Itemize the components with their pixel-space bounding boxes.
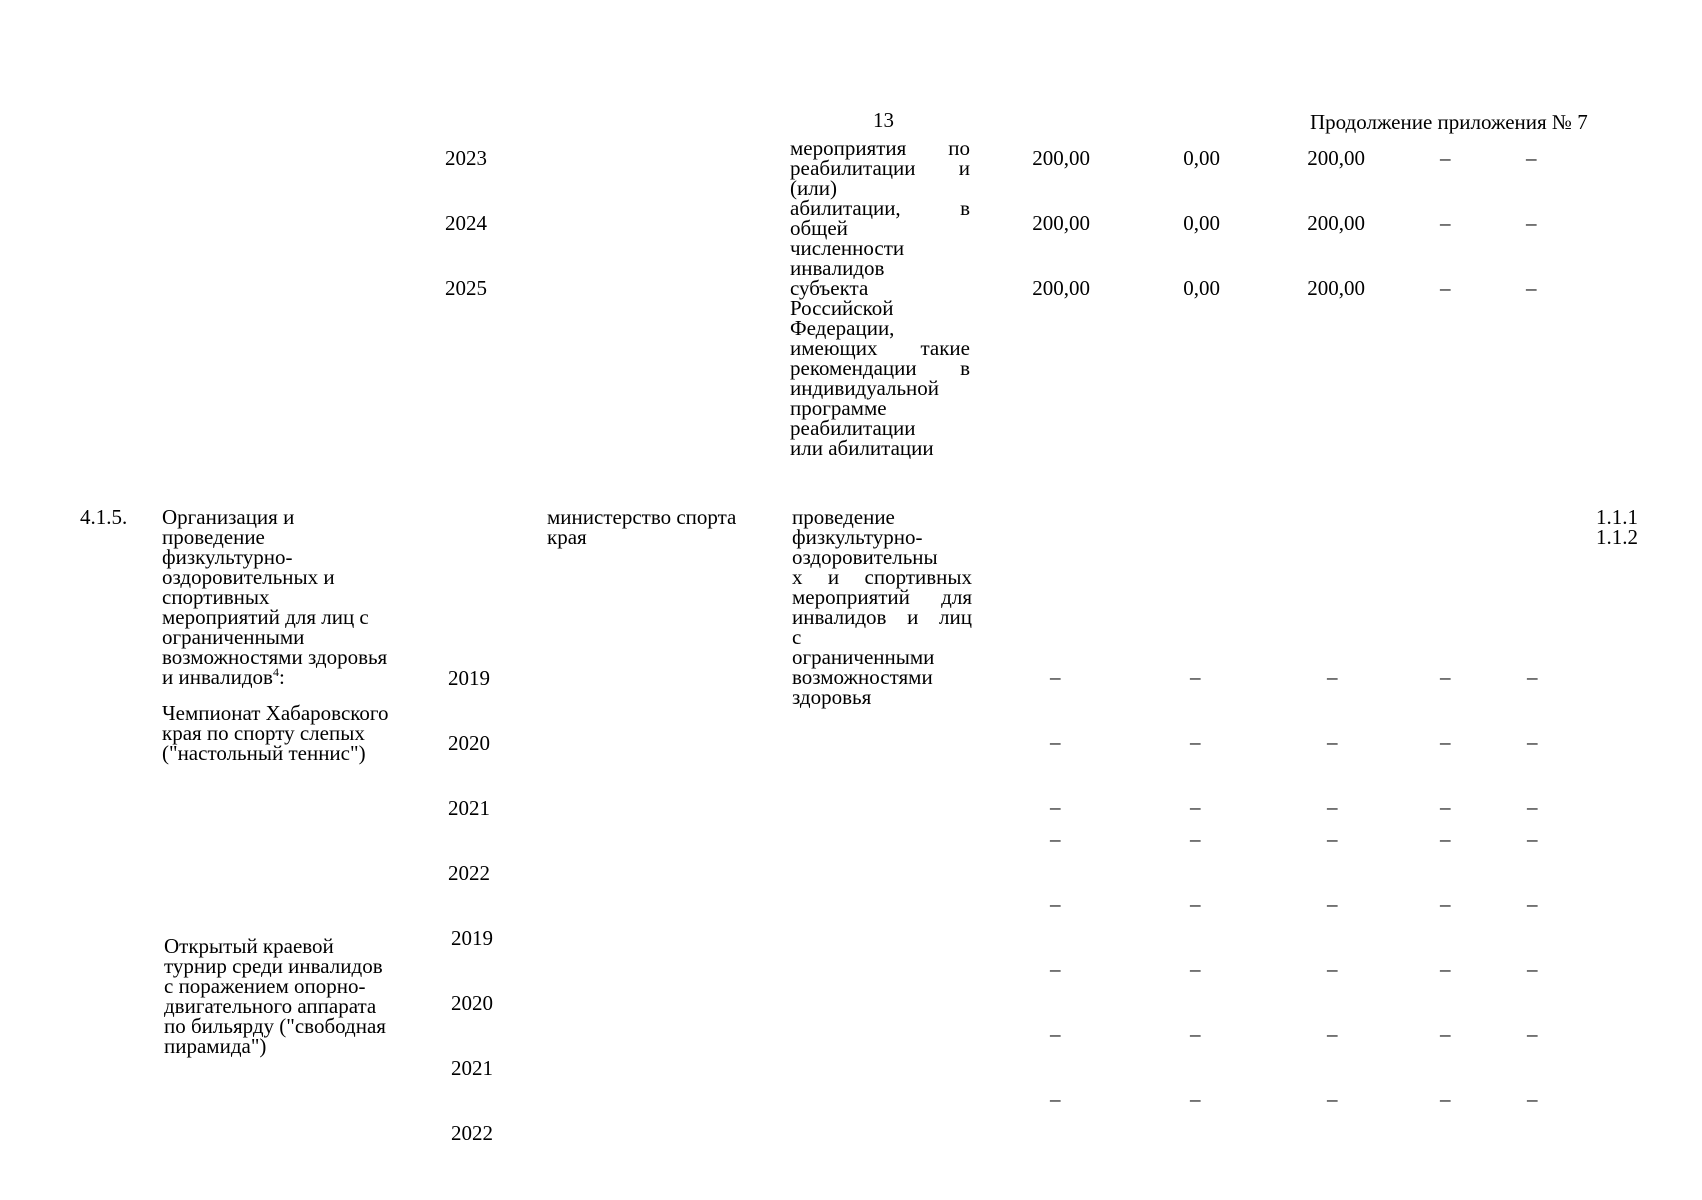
page-number: 13 [873, 108, 894, 132]
dash-cell: – [1050, 892, 1061, 916]
dash-cell: – [1050, 665, 1061, 689]
item-title [162, 507, 387, 687]
dash-cell: – [1440, 892, 1451, 916]
value-total: 200,00 [1032, 276, 1090, 300]
year-cell: 2022 [451, 1121, 493, 1145]
dash-cell: – [1050, 957, 1061, 981]
dash-cell: – [1327, 827, 1338, 851]
indicator-line [790, 158, 970, 178]
dash-cell: – [1527, 827, 1538, 851]
justified-word: абилитации, [790, 196, 901, 220]
item-title-line: ограниченными [162, 625, 305, 649]
dash-cell: – [1440, 1087, 1451, 1111]
value-regional: 200,00 [1307, 211, 1365, 235]
justified-word: и [827, 565, 840, 589]
dash-cell: – [1050, 1087, 1061, 1111]
value-total: 200,00 [1032, 211, 1090, 235]
year-cell: 2025 [445, 276, 487, 300]
event-line: турнир среди инвалидов [164, 954, 383, 978]
dash-cell: – [1527, 795, 1538, 819]
dash-cell: – [1327, 957, 1338, 981]
event-line: Чемпионат Хабаровского [162, 701, 389, 725]
indicator-line: (или) [790, 176, 837, 200]
dash-cell: – [1050, 1022, 1061, 1046]
dash-cell: – [1050, 795, 1061, 819]
executor-line: края [547, 525, 587, 549]
year-cell: 2024 [445, 211, 487, 235]
item-title-line: Организация и [162, 505, 295, 529]
indicator-line: реабилитации [790, 416, 916, 440]
dash-cell: – [1327, 795, 1338, 819]
year-cell: 2020 [451, 991, 493, 1015]
dash-cell: – [1527, 957, 1538, 981]
justified-word: имеющих [790, 336, 878, 360]
link-code: 1.1.1 [1596, 505, 1638, 529]
indicator-line [790, 198, 970, 218]
executor [547, 507, 736, 547]
justified-word: рекомендации [790, 356, 917, 380]
dash-cell: – [1327, 1022, 1338, 1046]
justified-word: в [960, 356, 970, 380]
result-line [792, 567, 972, 587]
value-dash: – [1526, 276, 1537, 300]
indicator-line [790, 338, 970, 358]
event-line: ("настольный теннис") [162, 741, 366, 765]
item-title-line: мероприятий для лиц с [162, 605, 369, 629]
dash-cell: – [1440, 827, 1451, 851]
year-cell: 2021 [448, 796, 490, 820]
dash-cell: – [1190, 892, 1201, 916]
value-dash: – [1526, 146, 1537, 170]
indicator-line: Федерации, [790, 316, 895, 340]
indicator-line: индивидуальной [790, 376, 939, 400]
value-regional: 200,00 [1307, 146, 1365, 170]
dash-cell: – [1190, 1087, 1201, 1111]
item-number: 4.1.5. [80, 505, 128, 529]
indicator-line: общей [790, 216, 848, 240]
indicator-line: или абилитации [790, 436, 934, 460]
item-title-line: и инвалидов$^4$: [162, 665, 285, 689]
result-text [792, 507, 972, 707]
dash-cell: – [1440, 1022, 1451, 1046]
dash-cell: – [1527, 665, 1538, 689]
item-title-line: проведение [162, 525, 265, 549]
dash-cell: – [1527, 1087, 1538, 1111]
result-line: возможностями [792, 665, 933, 689]
event-line: двигательного аппарата [164, 994, 377, 1018]
dash-cell: – [1327, 892, 1338, 916]
event-line: с поражением опорно- [164, 974, 366, 998]
result-line [792, 607, 972, 627]
justified-word: и [907, 605, 919, 629]
dash-cell: – [1190, 1022, 1201, 1046]
event-chempionat [162, 703, 389, 763]
dash-cell: – [1190, 957, 1201, 981]
event-tournament [164, 936, 386, 1056]
justified-word: лиц [939, 605, 972, 629]
justified-word: х [792, 565, 803, 589]
value-dash: – [1526, 211, 1537, 235]
value-regional: 200,00 [1307, 276, 1365, 300]
dash-cell: – [1527, 892, 1538, 916]
value-dash: – [1440, 276, 1451, 300]
justified-word: мероприятия [790, 136, 907, 160]
year-cell: 2021 [451, 1056, 493, 1080]
justified-word: по [948, 136, 970, 160]
dash-cell: – [1050, 827, 1061, 851]
dash-cell: – [1440, 665, 1451, 689]
justified-word: такие [920, 336, 970, 360]
result-line: здоровья [792, 685, 872, 709]
link-code: 1.1.2 [1596, 525, 1638, 549]
result-line [792, 587, 972, 607]
dash-cell: – [1527, 730, 1538, 754]
indicator-line: инвалидов [790, 256, 885, 280]
justified-word: спортивных [864, 565, 972, 589]
result-line: проведение [792, 505, 895, 529]
justified-word: для [941, 585, 972, 609]
value-federal: 0,00 [1183, 211, 1220, 235]
indicator-line: программе [790, 396, 887, 420]
value-federal: 0,00 [1183, 146, 1220, 170]
event-line: края по спорту слепых [162, 721, 365, 745]
event-line: по бильярду ("свободная [164, 1014, 386, 1038]
indicator-line [790, 138, 970, 158]
year-cell: 2019 [451, 926, 493, 950]
continuation-label: Продолжение приложения № 7 [1310, 110, 1588, 134]
justified-word: реабилитации [790, 156, 916, 180]
dash-cell: – [1327, 1087, 1338, 1111]
result-line: оздоровительны [792, 545, 938, 569]
indicator-line: субъекта [790, 276, 869, 300]
year-cell: 2020 [448, 731, 490, 755]
dash-cell: – [1190, 795, 1201, 819]
executor-line: министерство спорта [547, 505, 737, 529]
item-title-line: возможностями здоровья [162, 645, 388, 669]
justified-word: инвалидов [792, 605, 887, 629]
item-title-line: спортивных [162, 585, 270, 609]
value-dash: – [1440, 211, 1451, 235]
justified-word: в [960, 196, 970, 220]
result-line: физкультурно- [792, 525, 923, 549]
dash-cell: – [1440, 730, 1451, 754]
indicator-line: Российской [790, 296, 894, 320]
dash-cell: – [1190, 665, 1201, 689]
event-line: пирамида") [164, 1034, 267, 1058]
value-federal: 0,00 [1183, 276, 1220, 300]
justified-word: и [958, 156, 970, 180]
dash-cell: – [1527, 1022, 1538, 1046]
footnote-mark: 4 [272, 665, 279, 679]
dash-cell: – [1190, 827, 1201, 851]
item-title-line: оздоровительных и [162, 565, 335, 589]
dash-cell: – [1190, 730, 1201, 754]
links [1596, 507, 1638, 547]
year-cell: 2022 [448, 861, 490, 885]
item-title-line: физкультурно- [162, 545, 293, 569]
dash-cell: – [1327, 665, 1338, 689]
value-dash: – [1440, 146, 1451, 170]
event-line: Открытый краевой [164, 934, 334, 958]
indicator-line: численности [790, 236, 905, 260]
dash-cell: – [1327, 730, 1338, 754]
indicator-line [790, 358, 970, 378]
result-line: с [792, 625, 802, 649]
dash-cell: – [1440, 957, 1451, 981]
year-cell: 2023 [445, 146, 487, 170]
result-line: ограниченными [792, 645, 935, 669]
year-cell: 2019 [448, 666, 490, 690]
value-total: 200,00 [1032, 146, 1090, 170]
dash-cell: – [1440, 795, 1451, 819]
justified-word: мероприятий [792, 585, 910, 609]
dash-cell: – [1050, 730, 1061, 754]
indicator-text [790, 138, 970, 458]
